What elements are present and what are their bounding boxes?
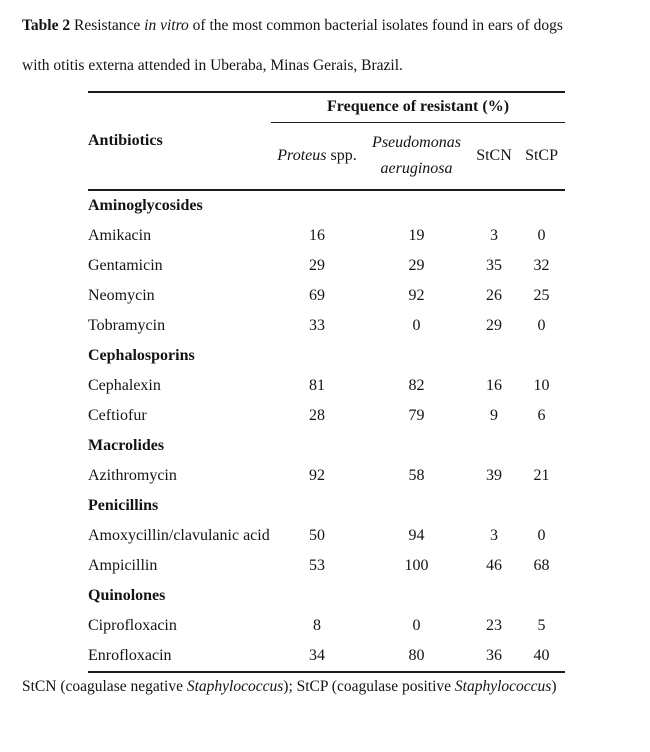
section-row-cephalosporins: [88, 341, 565, 371]
value-proteus: 34: [309, 647, 325, 664]
antibiotic-name: Amikacin: [88, 227, 152, 244]
empty-cell: [363, 581, 470, 611]
table-row-amoxycillin-clavulanic-acid: [88, 521, 565, 551]
value-pseudomonas: 0: [412, 317, 421, 334]
empty-cell: [271, 491, 363, 521]
value-stcp: 32: [533, 257, 550, 274]
value-pseudomonas: 92: [408, 287, 425, 304]
value-stcp: 10: [533, 377, 550, 394]
caption-text-pre: Resistance: [70, 17, 145, 34]
footnote-staphylococcus-1: Staphylococcus: [186, 678, 284, 695]
empty-cell: [363, 431, 470, 461]
antibiotic-name: Tobramycin: [88, 317, 166, 334]
table-body: [88, 190, 565, 672]
table-row-ampicillin: [88, 551, 565, 581]
value-stcp: 6: [537, 407, 546, 424]
table-caption: [22, 6, 628, 86]
caption-table-number: Table 2: [22, 17, 71, 34]
value-proteus: 69: [309, 287, 325, 304]
table-row-ceftiofur: [88, 401, 565, 431]
value-stcn: 16: [486, 377, 502, 394]
value-stcn: 46: [486, 557, 502, 574]
header-frequence-group: Frequence of resistant (%): [271, 92, 565, 122]
value-stcn: 35: [486, 257, 502, 274]
value-stcn: 3: [490, 227, 498, 244]
resistance-table: [88, 91, 565, 673]
table-row-amikacin: [88, 221, 565, 251]
value-pseudomonas: 100: [404, 557, 429, 574]
antibiotic-class: Quinolones: [88, 587, 166, 604]
antibiotic-name: Amoxycillin/clavulanic acid: [88, 527, 270, 544]
value-stcp: 25: [533, 287, 550, 304]
antibiotic-name: Ceftiofur: [88, 407, 147, 424]
section-row-macrolides: [88, 431, 565, 461]
empty-cell: [470, 190, 518, 221]
table-header: [88, 92, 565, 190]
footnote-staphylococcus-2: Staphylococcus: [454, 678, 552, 695]
value-stcp: 5: [537, 617, 546, 634]
empty-cell: [470, 491, 518, 521]
antibiotic-name: Gentamicin: [88, 257, 163, 274]
header-proteus-genus: Proteus: [277, 146, 327, 164]
value-stcn: 3: [490, 527, 498, 544]
value-pseudomonas: 94: [408, 527, 425, 544]
header-proteus: [271, 122, 363, 190]
empty-cell: [470, 431, 518, 461]
value-proteus: 81: [309, 377, 325, 394]
antibiotic-class: Macrolides: [88, 437, 165, 454]
table-row-tobramycin: [88, 311, 565, 341]
section-row-penicillins: [88, 491, 565, 521]
value-stcn: 39: [486, 467, 502, 484]
antibiotic-class: Aminoglycosides: [88, 197, 203, 214]
value-stcp: 21: [533, 467, 550, 484]
table-row-azithromycin: [88, 461, 565, 491]
table-row-cephalexin: [88, 371, 565, 401]
header-antibiotics: Antibiotics: [88, 92, 271, 190]
table-footnote: [22, 675, 628, 699]
empty-cell: [271, 431, 363, 461]
antibiotic-name: Ciprofloxacin: [88, 617, 177, 634]
empty-cell: [518, 581, 565, 611]
header-pseudomonas: [363, 122, 470, 190]
header-group-row: [88, 92, 565, 122]
value-pseudomonas: 19: [408, 227, 425, 244]
value-stcn: 36: [486, 647, 502, 664]
header-proteus-spp: spp.: [326, 146, 357, 164]
value-stcp: 68: [533, 557, 550, 574]
value-proteus: 29: [309, 257, 325, 274]
value-pseudomonas: 80: [408, 647, 425, 664]
value-proteus: 53: [309, 557, 325, 574]
antibiotic-class: Cephalosporins: [88, 347, 195, 364]
antibiotic-name: Neomycin: [88, 287, 155, 304]
value-pseudomonas: 58: [408, 467, 425, 484]
value-proteus: 8: [313, 617, 321, 634]
value-stcp: 0: [537, 317, 546, 334]
value-pseudomonas: 82: [408, 377, 425, 394]
value-proteus: 33: [309, 317, 325, 334]
value-proteus: 50: [309, 527, 325, 544]
empty-cell: [271, 581, 363, 611]
caption-text-line2: with otitis externa attended in Uberaba, Minas Gerais, Brazil.: [22, 57, 403, 74]
value-pseudomonas: 29: [408, 257, 425, 274]
header-pseudomonas-line1: Pseudomonas: [372, 133, 461, 151]
footnote-close-paren: ): [551, 678, 557, 695]
footnote-stcn-pre: StCN (coagulase negative: [22, 678, 187, 695]
value-stcp: 0: [537, 227, 546, 244]
header-pseudomonas-line2: aeruginosa: [380, 159, 453, 177]
empty-cell: [518, 341, 565, 371]
value-stcn: 9: [490, 407, 498, 424]
antibiotic-class: Penicillins: [88, 497, 159, 514]
section-row-quinolones: [88, 581, 565, 611]
value-proteus: 16: [309, 227, 325, 244]
empty-cell: [271, 190, 363, 221]
header-stcn: StCN: [470, 122, 518, 190]
empty-cell: [363, 341, 470, 371]
empty-cell: [518, 431, 565, 461]
table-row-ciprofloxacin: [88, 611, 565, 641]
empty-cell: [363, 491, 470, 521]
value-stcn: 29: [486, 317, 502, 334]
value-stcn: 23: [486, 617, 502, 634]
empty-cell: [518, 491, 565, 521]
table-row-enrofloxacin: [88, 641, 565, 672]
section-row-aminoglycosides: [88, 190, 565, 221]
value-pseudomonas: 0: [412, 617, 421, 634]
caption-in-vitro: in vitro: [144, 17, 189, 34]
antibiotic-name: Azithromycin: [88, 467, 177, 484]
value-proteus: 28: [309, 407, 325, 424]
table-row-gentamicin: [88, 251, 565, 281]
empty-cell: [363, 190, 470, 221]
antibiotic-name: Enrofloxacin: [88, 647, 172, 664]
value-proteus: 92: [309, 467, 325, 484]
antibiotic-name: Cephalexin: [88, 377, 161, 394]
value-stcp: 40: [533, 647, 550, 664]
empty-cell: [470, 341, 518, 371]
empty-cell: [271, 341, 363, 371]
header-stcp: StCP: [518, 122, 565, 190]
caption-text-line1: of the most common bacterial isolates found in ears of dogs: [188, 17, 563, 34]
empty-cell: [518, 190, 565, 221]
table-row-neomycin: [88, 281, 565, 311]
value-pseudomonas: 79: [408, 407, 425, 424]
footnote-stcp-pre: ); StCP (coagulase positive: [283, 678, 455, 695]
empty-cell: [470, 581, 518, 611]
value-stcp: 0: [537, 527, 546, 544]
value-stcn: 26: [486, 287, 502, 304]
antibiotic-name: Ampicillin: [88, 557, 158, 574]
